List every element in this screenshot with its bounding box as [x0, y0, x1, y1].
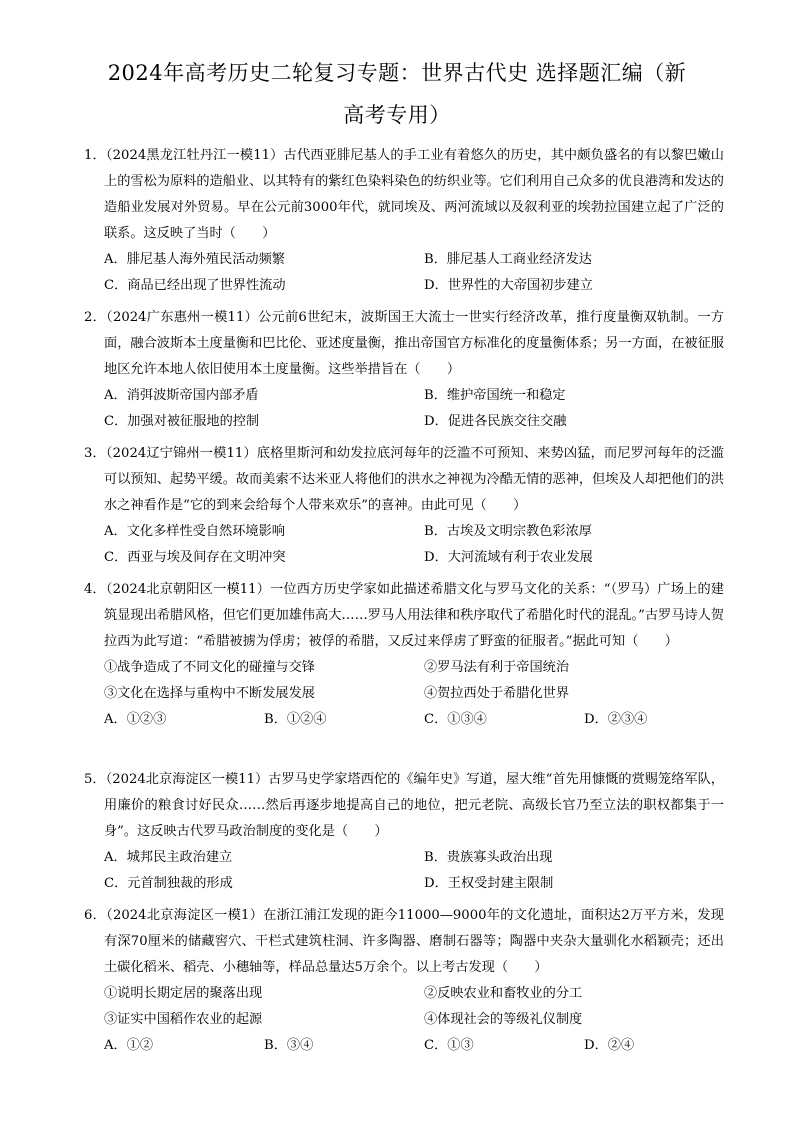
question-text: 6．（2024北京海淀区一模1）在浙江浦江发现的距今11000—9000年的文化遗址，面积达2万平方米，发现有深70厘米的储藏窖穴、干栏式建筑柱洞、许多陶器、磨制石器等；陶器中夹杂大量驯化水稻颖壳；还出土碳化稻米、稻壳、小穗轴等，样品总量达5万余个。以上考古发现（ ） [84, 908, 724, 975]
option-c: C．①③ [424, 1038, 474, 1053]
option-d: D．王权受封建主限制 [424, 876, 554, 891]
question-text: 5．（2024北京海淀区一模11）古罗马史学家塔西佗的《编年史》写道，屋大维“首先用慷慨的赏赐笼络军队，用廉价的粮食讨好民众……然后再逐步地提高自己的地位，把元老院、高级长官乃至立法的职权都集于一身”。这反映古代罗马政治制度的变化是（ ） [84, 772, 724, 839]
option-a: A．城邦民主政治建立 [104, 850, 233, 865]
option-b: B．腓尼基人工商业经济发达 [424, 252, 592, 267]
option-c: C．①③④ [424, 712, 487, 727]
question-6 [84, 903, 724, 1059]
options [84, 383, 724, 435]
question-text: 2．（2024广东惠州一模11）公元前6世纪末，波斯国王大流士一世实行经济改革，推行度量衡双轨制。一方面，融合波斯本土度量衡和巴比伦、亚述度量衡，推出帝国官方标准化的度量衡体系；另一方面，在被征服地区允许本地人依旧使用本土度量衡。这些举措旨在（ ） [84, 310, 724, 377]
statement-3: ③文化在选择与重构中不断发展发展 [104, 686, 315, 701]
options [84, 247, 724, 299]
option-d: D．大河流域有利于农业发展 [424, 550, 593, 565]
statement-2: ②罗马法有利于帝国统治 [424, 660, 570, 675]
option-d: D．②④ [584, 1038, 635, 1053]
option-a: A．①②③ [104, 712, 167, 727]
option-a: A．文化多样性受自然环境影响 [104, 524, 285, 539]
statement-3: ③证实中国稻作农业的起源 [104, 1012, 263, 1027]
options [84, 519, 724, 571]
option-b: B．维护帝国统一和稳定 [424, 388, 566, 403]
options [84, 707, 724, 733]
question-5 [84, 767, 724, 897]
statement-1: ①说明长期定居的聚落出现 [104, 986, 263, 1001]
option-b: B．贵族寡头政治出现 [424, 850, 553, 865]
question-text: 1．（2024黑龙江牡丹江一模11）古代西亚腓尼基人的手工业有着悠久的历史，其中颇负盛名的有以黎巴嫩山上的雪松为原料的造船业、以其特有的紫红色染料染色的纺织业等。它们利用自己众多的优良港湾和发达的造船业发展对外贸易。早在公元前3000年代，就同埃及、两河流域以及叙利亚的埃勃拉国建立起了广泛的联系。这反映了当时（ ） [84, 148, 724, 241]
title-line-1: 2024年高考历史二轮复习专题：世界古代史 选择题汇编（新 [107, 61, 687, 85]
option-c: C．加强对被征服地的控制 [104, 414, 260, 429]
option-d: D．世界性的大帝国初步建立 [424, 278, 593, 293]
statement-4: ④体现社会的等级礼仪制度 [424, 1012, 583, 1027]
option-c: C．元首制独裁的形成 [104, 876, 233, 891]
option-d: D．促进各民族交往交融 [424, 414, 567, 429]
option-a: A．腓尼基人海外殖民活动频繁 [104, 252, 285, 267]
option-a: A．①② [104, 1038, 154, 1053]
option-a: A．消弭波斯帝国内部矛盾 [104, 388, 259, 403]
option-b: B．③④ [264, 1038, 314, 1053]
question-1 [84, 143, 724, 299]
statement-1: ①战争造成了不同文化的碰撞与交锋 [104, 660, 315, 675]
question-text: 3．（2024辽宁锦州一模11）底格里斯河和幼发拉底河每年的泛滥不可预知、来势凶猛，而尼罗河每年的泛滥可以预知、起势平缓。故而美索不达米亚人将他们的洪水之神视为冷酷无情的恶神，但埃及人却把他们的洪水之神看作是“它的到来会给每个人带来欢乐”的喜神。由此可见（ ） [84, 446, 724, 513]
question-2 [84, 305, 724, 435]
option-d: D．②③④ [584, 712, 648, 727]
question-3 [84, 441, 724, 571]
statement-2: ②反映农业和畜牧业的分工 [424, 986, 583, 1001]
question-text: 4．（2024北京朝阳区一模11）一位西方历史学家如此描述希腊文化与罗马文化的关系：“（罗马）广场上的建筑显现出希腊风格，但它们更加雄伟高大……罗马人用法律和秩序取代了希腊化时代的混乱。”古罗马诗人贺拉西为此写道：“希腊被掳为俘虏；被俘的希腊，又反过来俘虏了野蛮的征服者。”据此可知（ ） [84, 582, 724, 649]
options [84, 1033, 724, 1059]
option-c: C．商品已经出现了世界性流动 [104, 278, 286, 293]
option-b: B．古埃及文明宗教色彩浓厚 [424, 524, 592, 539]
document-title [60, 52, 734, 136]
options [84, 845, 724, 897]
option-c: C．西亚与埃及间存在文明冲突 [104, 550, 286, 565]
option-b: B．①②④ [264, 712, 327, 727]
statement-4: ④贺拉西处于希腊化世界 [424, 686, 570, 701]
statements [84, 981, 724, 1033]
question-4 [84, 577, 724, 733]
statements [84, 655, 724, 707]
title-line-2: 高考专用） [343, 103, 451, 127]
